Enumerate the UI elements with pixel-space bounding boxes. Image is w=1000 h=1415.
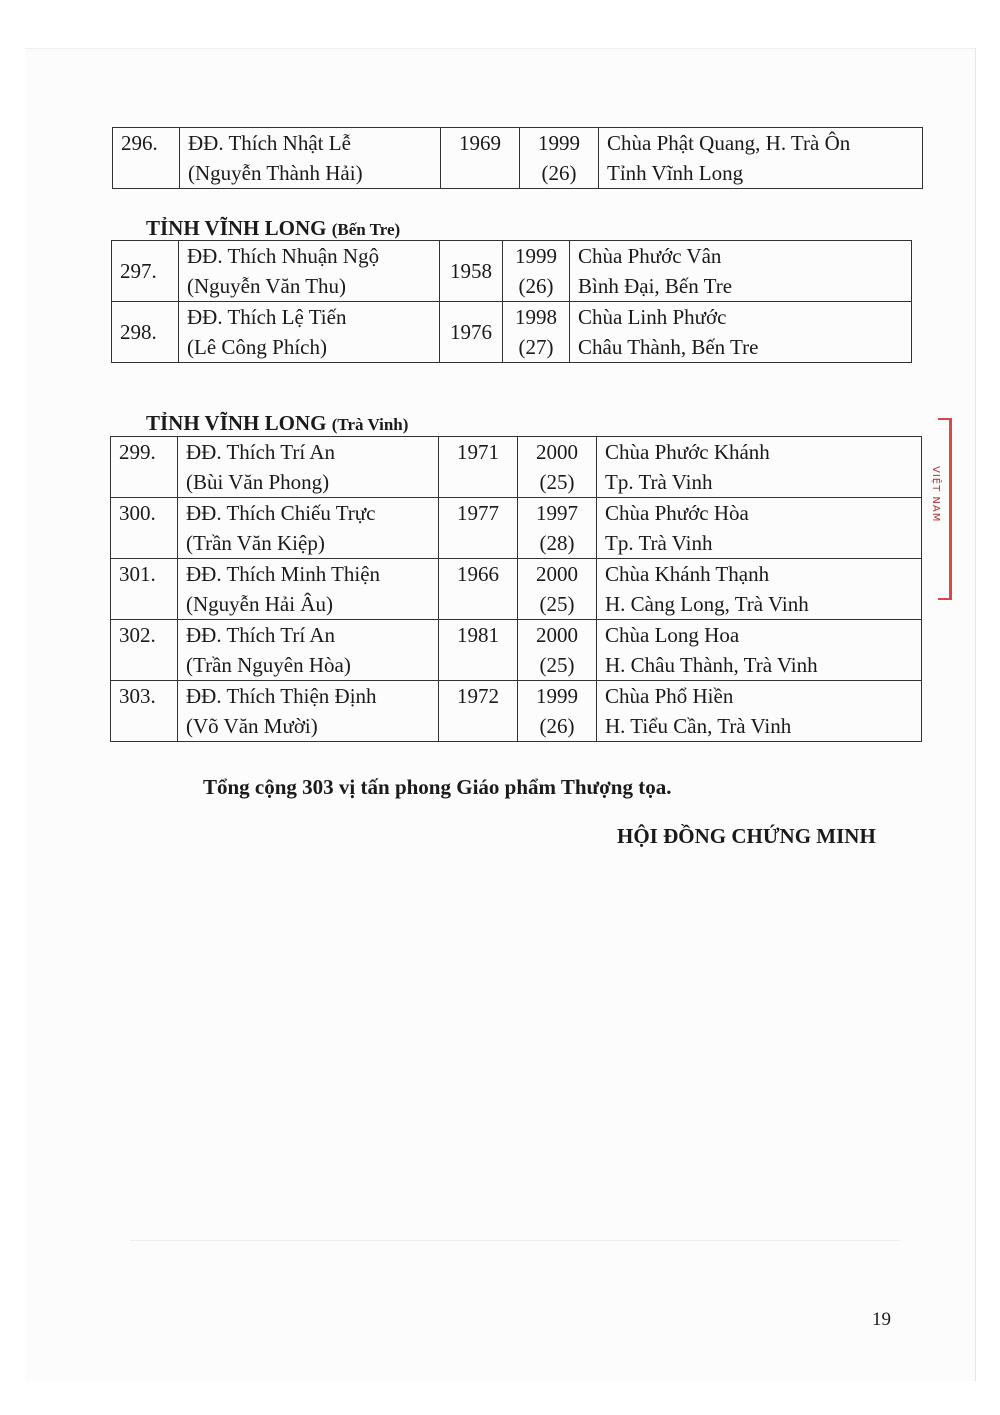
ordination-cell — [518, 437, 597, 498]
temple-location: Bình Đại, Bến Tre — [578, 274, 733, 298]
temple-cell — [597, 681, 922, 742]
council-signature: HỘI ĐỒNG CHỨNG MINH — [617, 824, 876, 848]
lay-name: (Võ Văn Mười) — [186, 714, 318, 738]
section-subtitle: (Bến Tre) — [331, 220, 401, 239]
table-tra-vinh — [110, 436, 922, 742]
ordination-year: 1997 — [536, 501, 578, 525]
row-number: 297. — [112, 241, 179, 302]
ordination-year: 1999 — [538, 131, 580, 155]
name-cell — [179, 241, 440, 302]
ordination-cell — [503, 241, 570, 302]
page-number: 19 — [872, 1309, 891, 1330]
temple-location: H. Càng Long, Trà Vinh — [605, 592, 809, 616]
ordination-age: (27) — [518, 335, 554, 359]
table-ben-tre — [111, 240, 912, 363]
name-cell — [178, 620, 439, 681]
ordination-cell — [518, 620, 597, 681]
ordination-age: (25) — [539, 653, 575, 677]
temple-location: Tp. Trà Vinh — [605, 531, 713, 555]
ordination-age: (25) — [539, 592, 575, 616]
seal-stamp — [928, 418, 952, 600]
temple-cell — [597, 620, 922, 681]
lay-name: (Nguyễn Thành Hải) — [188, 161, 363, 185]
temple-cell — [597, 498, 922, 559]
birth-year: 1972 — [439, 681, 518, 742]
ordination-age: (26) — [539, 714, 575, 738]
dharma-name: ĐĐ. Thích Thiện Định — [186, 684, 377, 708]
lay-name: (Nguyễn Hải Âu) — [186, 592, 333, 616]
birth-year: 1958 — [440, 241, 503, 302]
row-number: 301. — [111, 559, 178, 620]
row-number: 296. — [113, 128, 180, 189]
row-number: 299. — [111, 437, 178, 498]
dharma-name: ĐĐ. Thích Chiếu Trực — [186, 501, 376, 525]
birth-year: 1971 — [439, 437, 518, 498]
temple-name: Chùa Long Hoa — [605, 623, 740, 647]
row-number: 303. — [111, 681, 178, 742]
temple-cell — [599, 128, 923, 189]
birth-year: 1977 — [439, 498, 518, 559]
table-row — [111, 681, 922, 742]
section-title: TỈNH VĨNH LONG — [146, 411, 327, 435]
table-row — [111, 620, 922, 681]
temple-location: H. Tiểu Cần, Trà Vinh — [605, 714, 792, 738]
table-row — [113, 128, 923, 189]
birth-year: 1969 — [441, 128, 520, 189]
dharma-name: ĐĐ. Thích Trí An — [186, 623, 335, 647]
stamp-text: VIỆT NAM — [930, 466, 941, 523]
birth-year: 1981 — [439, 620, 518, 681]
section-title: TỈNH VĨNH LONG — [146, 216, 327, 240]
table-vinh-long-end — [112, 127, 923, 189]
temple-cell — [570, 241, 912, 302]
ordination-year: 2000 — [536, 623, 578, 647]
temple-name: Chùa Phổ Hiền — [605, 684, 734, 708]
section-subtitle: (Trà Vinh) — [331, 415, 409, 434]
stamp-tick-bottom — [938, 598, 952, 600]
name-cell — [178, 681, 439, 742]
table-row — [111, 559, 922, 620]
name-cell — [180, 128, 441, 189]
lay-name: (Trần Nguyên Hòa) — [186, 653, 351, 677]
name-cell — [179, 302, 440, 363]
ordination-cell — [518, 559, 597, 620]
stamp-tick-top — [938, 418, 952, 420]
ordination-cell — [503, 302, 570, 363]
dharma-name: ĐĐ. Thích Nhuận Ngộ — [187, 244, 380, 268]
ordination-cell — [518, 681, 597, 742]
temple-cell — [597, 437, 922, 498]
dharma-name: ĐĐ. Thích Nhật Lễ — [188, 131, 351, 155]
temple-location: Châu Thành, Bến Tre — [578, 335, 759, 359]
temple-name: Chùa Phước Vân — [578, 244, 722, 268]
temple-location: Tỉnh Vĩnh Long — [607, 161, 744, 185]
dharma-name: ĐĐ. Thích Minh Thiện — [186, 562, 381, 586]
birth-year: 1966 — [439, 559, 518, 620]
lay-name: (Bùi Văn Phong) — [186, 470, 330, 494]
name-cell — [178, 559, 439, 620]
temple-location: Tp. Trà Vinh — [605, 470, 713, 494]
row-number: 298. — [112, 302, 179, 363]
ordination-year: 2000 — [536, 562, 578, 586]
ordination-year: 2000 — [536, 440, 578, 464]
ordination-year: 1998 — [515, 305, 557, 329]
temple-name: Chùa Phật Quang, H. Trà Ôn — [607, 131, 851, 155]
ordination-age: (28) — [539, 531, 575, 555]
ordination-age: (26) — [518, 274, 554, 298]
lay-name: (Lê Công Phích) — [187, 335, 327, 359]
temple-name: Chùa Phước Hòa — [605, 501, 749, 525]
name-cell — [178, 498, 439, 559]
ordination-year: 1999 — [515, 244, 557, 268]
dharma-name: ĐĐ. Thích Trí An — [186, 440, 335, 464]
section-heading-tra-vinh — [146, 411, 408, 436]
ordination-cell — [518, 498, 597, 559]
birth-year: 1976 — [440, 302, 503, 363]
temple-name: Chùa Khánh Thạnh — [605, 562, 770, 586]
temple-cell — [570, 302, 912, 363]
stamp-bar — [949, 418, 952, 600]
temple-cell — [597, 559, 922, 620]
table-row — [111, 498, 922, 559]
ordination-age: (26) — [541, 161, 577, 185]
dharma-name: ĐĐ. Thích Lệ Tiến — [187, 305, 347, 329]
lay-name: (Trần Văn Kiệp) — [186, 531, 325, 555]
ordination-cell — [520, 128, 599, 189]
row-number: 300. — [111, 498, 178, 559]
section-heading-ben-tre — [146, 216, 400, 241]
table-row — [112, 241, 912, 302]
table-row — [111, 437, 922, 498]
total-summary: Tổng cộng 303 vị tấn phong Giáo phẩm Thượng tọa. — [203, 775, 672, 799]
name-cell — [178, 437, 439, 498]
ordination-year: 1999 — [536, 684, 578, 708]
row-number: 302. — [111, 620, 178, 681]
temple-name: Chùa Linh Phước — [578, 305, 727, 329]
lay-name: (Nguyễn Văn Thu) — [187, 274, 347, 298]
faint-scan-line — [130, 1240, 900, 1241]
table-row — [112, 302, 912, 363]
temple-name: Chùa Phước Khánh — [605, 440, 770, 464]
ordination-age: (25) — [539, 470, 575, 494]
temple-location: H. Châu Thành, Trà Vinh — [605, 653, 818, 677]
